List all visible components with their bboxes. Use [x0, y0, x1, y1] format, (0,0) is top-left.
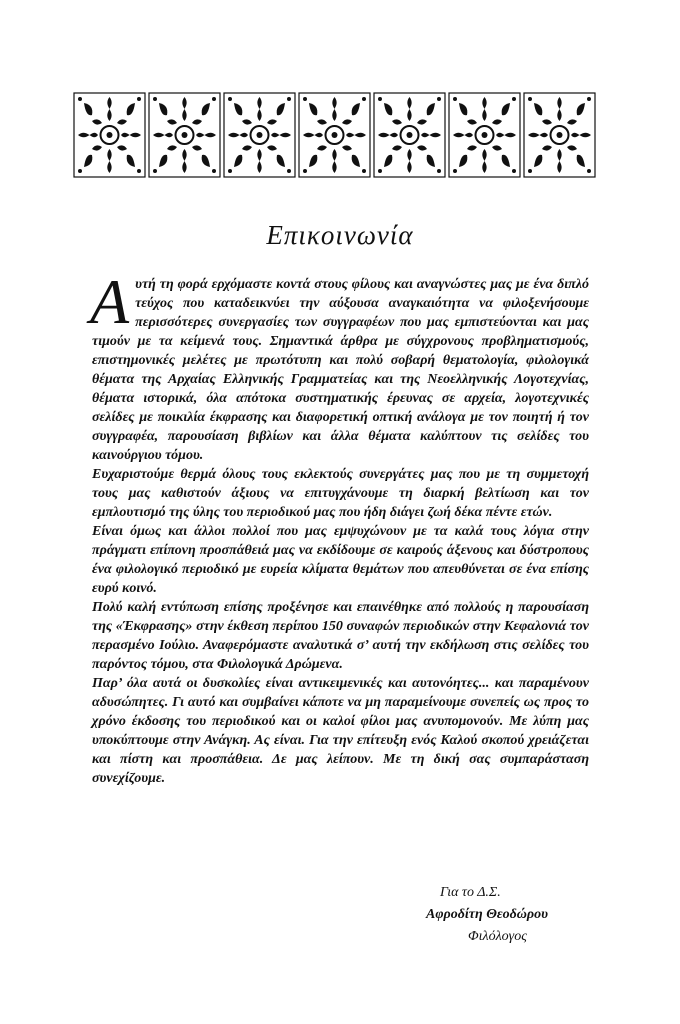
signature-role: Φιλόλογος: [468, 929, 527, 944]
paragraph-1: [90, 266, 589, 465]
paragraph-3: Είναι όμως και άλλοι πολλοί που μας εμψυχώνουν με τα καλά τους λόγια στην πράγματι επίπονη προσπάθειά μας να εκδίδουμε σε καιρούς άξενους και δύστροπους ένα φιλολογικό περιοδικό με ευρεία κλίματα θεμάτων που απευθύνεται σε ένα επίσης ευρύ κοινό.: [92, 524, 589, 596]
editorial-body: [90, 266, 589, 788]
signature-org: Για το Δ.Σ.: [440, 885, 501, 900]
paragraph-5: Παρ’ όλα αυτά οι δυσκολίες είναι αντικειμενικές και αυτονόητες... και παραμένουν αδυσώπητες. Γι αυτό και συμβαίνει κάποτε να μη παραμείνουμε συνεπείς ως προς το χρόνο έκδοσης του περιοδικού και οι καλοί φίλοι μας ανυπομονούν. Με λύπη μας υποκύπτουμε στην Ανάγκη. Ας είναι. Για την επίτευξη ενός Καλού σκοπού χρειάζεται και πίστη και προσπάθεια. Δε μας λείπουν. Με τη δική σας συμπαράσταση συνεχίζουμε.: [92, 676, 589, 786]
decorative-ornament-border: [72, 91, 597, 179]
paragraph-4: Πολύ καλή εντύπωση επίσης προξένησε και επαινέθηκε από πολλούς η παρουσίαση της «Έκφρασης» στην έκθεση περίπου 150 συναφών περιοδικών στην Κεφαλονιά τον περασμένο Ιούλιο. Αναφερόμαστε αναλυτικά σ’ αυτή την εκδήλωση στις σελίδες του παρόντος τόμου, στα Φιλολογικά Δρώμενα.: [92, 600, 589, 672]
signature-block: [400, 882, 600, 948]
paragraph-1-text: υτή τη φορά ερχόμαστε κοντά στους φίλους και αναγνώστες μας με ένα διπλό τεύχος που καταδεικνύει την αύξουσα αναγκαιότητα να φιλοξενήσουμε περισσότερες συνεργασίες των συγγραφέων που μας εμπιστεύονται και μας τιμούν με τα κείμενά τους. Σημαντικά άρθρα με σύγχρονους προβληματισμούς, επιστημονικές μελέτες με πρωτότυπη και πολύ σοβαρή θεματολογία, φιλολογικά θέματα της Αρχαίας Ελληνικής Γραμματείας και της Νεοελληνικής Λογοτεχνίας, θέματα ιστορικά, όλα απότοκα συστηματικής έρευνας σε αρχεία, λογοτεχνικές σελίδες με ποικιλία έκφρασης και διαφορετική οπτική ανάλογα με τον ποιητή ή τον συγγραφέα, παρουσίαση βιβλίων και άλλα θέματα καλύπτουν τις σελίδες του καινούργιου τόμου.: [92, 277, 589, 463]
paragraph-2: Ευχαριστούμε θερμά όλους τους εκλεκτούς συνεργάτες μας που με τη συμμετοχή τους μας καθιστούν άξιους να επιτυγχάνουμε τη διαρκή βελτίωση και τον εμπλουτισμό της ύλης του περιοδικού μας που ήδη διάγει ζωή δέκα πέντε ετών.: [92, 467, 589, 520]
signature-name: Αφροδίτη Θεοδώρου: [426, 907, 548, 922]
page-title: Επικοινωνία: [266, 220, 414, 250]
drop-cap: Α: [90, 266, 130, 337]
